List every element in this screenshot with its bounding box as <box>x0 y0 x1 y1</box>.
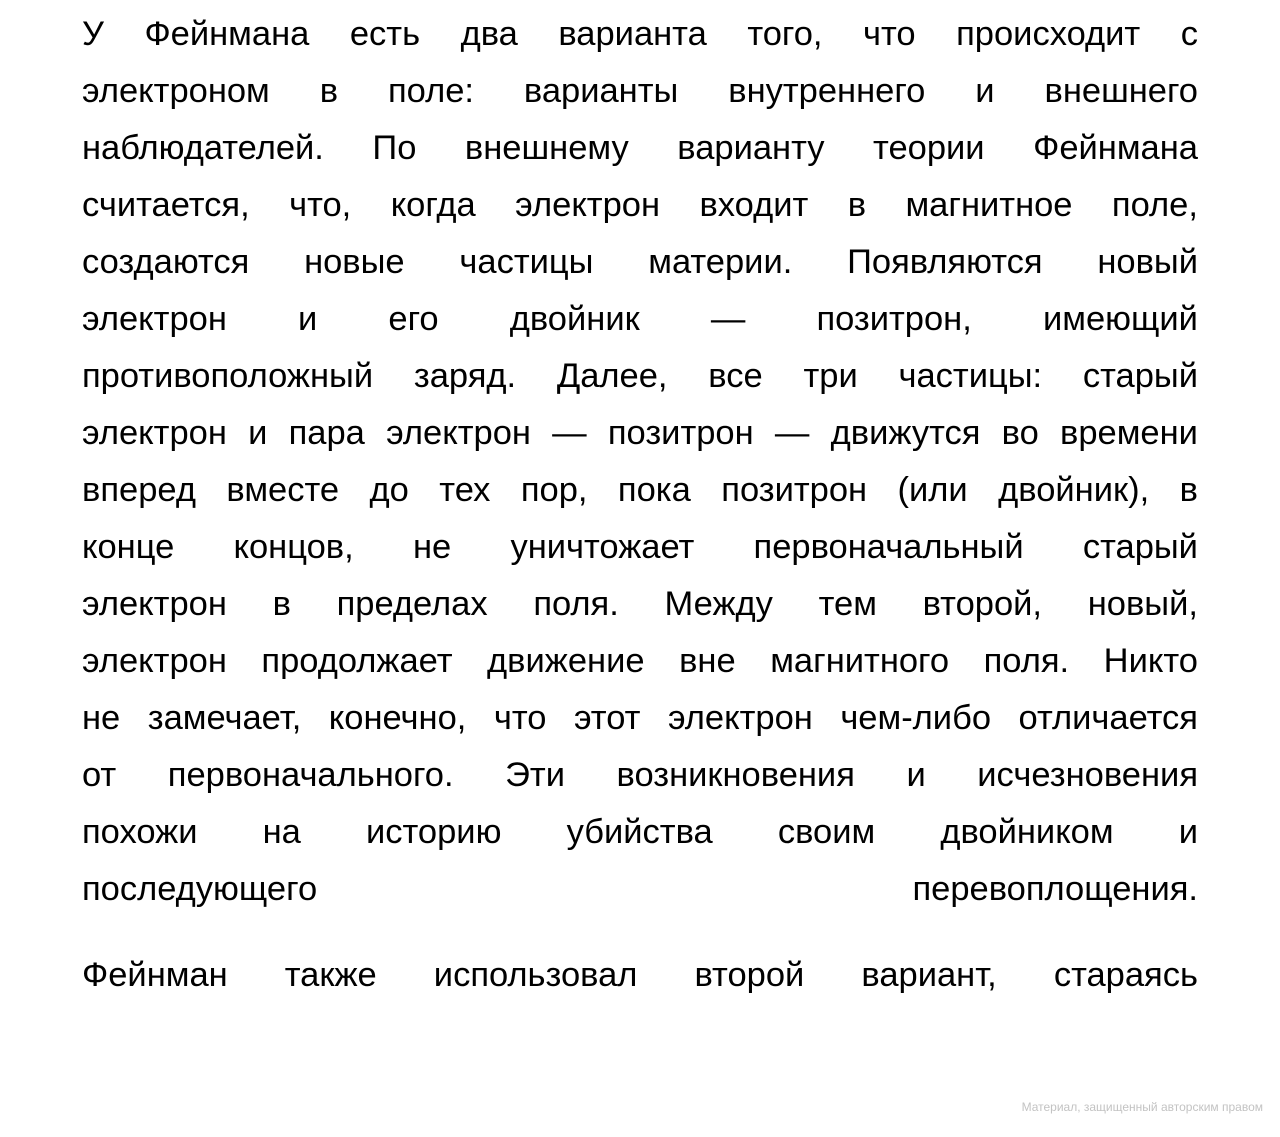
text-line <box>82 405 1198 462</box>
word: пределах <box>336 585 488 623</box>
word: заряд. <box>413 357 517 395</box>
word: есть <box>349 15 421 53</box>
text-line-last: последующего перевоплощения. <box>82 870 1198 908</box>
word: старый <box>1082 528 1198 566</box>
word: его <box>388 300 439 338</box>
word: и <box>298 300 318 338</box>
word: магнитного <box>770 642 950 680</box>
word: использовал <box>433 956 638 994</box>
text-line <box>82 6 1198 63</box>
word: уничтожает <box>510 528 695 566</box>
word: варианту <box>677 129 825 167</box>
text-line <box>82 291 1198 348</box>
word: новые <box>304 243 405 281</box>
word: исчезновения <box>977 756 1198 794</box>
word: Далее, <box>556 357 668 395</box>
word: электрон <box>82 642 227 680</box>
word: двойник <box>509 300 640 338</box>
word: внешнему <box>464 129 629 167</box>
word: внутреннего <box>728 72 926 110</box>
word: электроном <box>82 72 270 110</box>
word: своим <box>777 813 876 851</box>
word: электрон <box>82 300 227 338</box>
word: вперед <box>82 471 196 509</box>
word: теории <box>873 129 985 167</box>
word: Фейнман <box>82 956 228 994</box>
word: варианты <box>523 72 679 110</box>
text-line <box>82 804 1198 861</box>
word: двойником <box>940 813 1114 851</box>
text-line <box>82 348 1198 405</box>
word: старый <box>1082 357 1198 395</box>
text-line <box>82 120 1198 177</box>
word: вместе <box>226 471 340 509</box>
word: на <box>262 813 301 851</box>
word: входит <box>699 186 809 224</box>
word: первоначальный <box>753 528 1024 566</box>
word: с <box>1180 15 1198 53</box>
text-line <box>82 63 1198 120</box>
word: движутся <box>830 414 981 452</box>
word: электрон <box>515 186 661 224</box>
word: имеющий <box>1042 300 1198 338</box>
word: поле, <box>1111 186 1198 224</box>
word: позитрон <box>607 414 754 452</box>
word: и <box>248 414 268 452</box>
word: Появляются <box>847 243 1043 281</box>
word: того, <box>747 15 823 53</box>
word: два <box>460 15 518 53</box>
word: стараясь <box>1053 956 1198 994</box>
word: магнитное <box>905 186 1073 224</box>
word: материи. <box>648 243 793 281</box>
word: тем <box>818 585 877 623</box>
word: пока <box>617 471 691 509</box>
word: частицы <box>459 243 594 281</box>
word: конечно, <box>328 699 467 737</box>
word: пара <box>288 414 365 452</box>
word: частицы: <box>898 357 1043 395</box>
text-line <box>82 462 1198 519</box>
word: и <box>906 756 926 794</box>
text-line <box>82 947 1198 1004</box>
text-line <box>82 234 1198 291</box>
word: чем-либо <box>840 699 992 737</box>
word: новый, <box>1087 585 1198 623</box>
word: во <box>1001 414 1039 452</box>
word: что, <box>289 186 352 224</box>
word: убийства <box>566 813 713 851</box>
word: в <box>272 585 291 623</box>
word: движение <box>487 642 645 680</box>
word: происходит <box>956 15 1141 53</box>
reader-page <box>82 0 1198 1137</box>
word: когда <box>390 186 476 224</box>
word: электрон <box>82 585 227 623</box>
word: (или <box>897 471 968 509</box>
word: в <box>1179 471 1198 509</box>
word: похожи <box>82 813 198 851</box>
word: конце <box>82 528 175 566</box>
word: отличается <box>1018 699 1198 737</box>
word: этот <box>573 699 641 737</box>
word: и <box>975 72 995 110</box>
word: что <box>493 699 547 737</box>
word: вариант, <box>861 956 997 994</box>
word: противоположный <box>82 357 374 395</box>
word: второй <box>694 956 805 994</box>
word: не <box>412 528 452 566</box>
word: новый <box>1097 243 1198 281</box>
word: три <box>803 357 858 395</box>
word: варианта <box>558 15 707 53</box>
paragraph-2 <box>82 947 1198 1004</box>
word: продолжает <box>261 642 453 680</box>
word: Фейнмана <box>1033 129 1198 167</box>
word: Никто <box>1103 642 1198 680</box>
word: тех <box>439 471 491 509</box>
word: до <box>369 471 409 509</box>
word: По <box>372 129 417 167</box>
word: концов, <box>233 528 354 566</box>
word: позитрон, <box>816 300 972 338</box>
text-line <box>82 576 1198 633</box>
word: Фейнмана <box>144 15 310 53</box>
word: второй, <box>922 585 1043 623</box>
text-line <box>82 747 1198 804</box>
word: от <box>82 756 117 794</box>
word: внешнего <box>1044 72 1198 110</box>
word: — <box>774 414 810 452</box>
word: все <box>708 357 763 395</box>
word: наблюдателей. <box>82 129 324 167</box>
word: историю <box>366 813 502 851</box>
word: замечает, <box>147 699 302 737</box>
word: — <box>552 414 587 452</box>
paragraph-1 <box>82 6 1198 918</box>
word: Между <box>664 585 773 623</box>
word: считается, <box>82 186 250 224</box>
word: времени <box>1060 414 1198 452</box>
text-line <box>82 633 1198 690</box>
word: первоначального. <box>167 756 454 794</box>
word: и <box>1178 813 1198 851</box>
word: также <box>284 956 377 994</box>
word: поле: <box>387 72 474 110</box>
word: Эти <box>505 756 565 794</box>
word: поля. <box>533 585 619 623</box>
word: поля. <box>983 642 1070 680</box>
word: электрон <box>386 414 531 452</box>
word: в <box>847 186 867 224</box>
text-line <box>82 690 1198 747</box>
word: вне <box>679 642 736 680</box>
word: что <box>863 15 916 53</box>
word: создаются <box>82 243 250 281</box>
word: не <box>82 699 121 737</box>
word: электрон <box>667 699 813 737</box>
text-line <box>82 177 1198 234</box>
text-line <box>82 519 1198 576</box>
word: — <box>710 300 746 338</box>
word: в <box>319 72 339 110</box>
word: позитрон <box>721 471 868 509</box>
word: У <box>82 15 104 53</box>
word: двойник), <box>998 471 1150 509</box>
word: электрон <box>82 414 227 452</box>
copyright-notice: Материал, защищенный авторским правом <box>1021 1100 1263 1114</box>
word: пор, <box>520 471 588 509</box>
word: возникновения <box>616 756 855 794</box>
